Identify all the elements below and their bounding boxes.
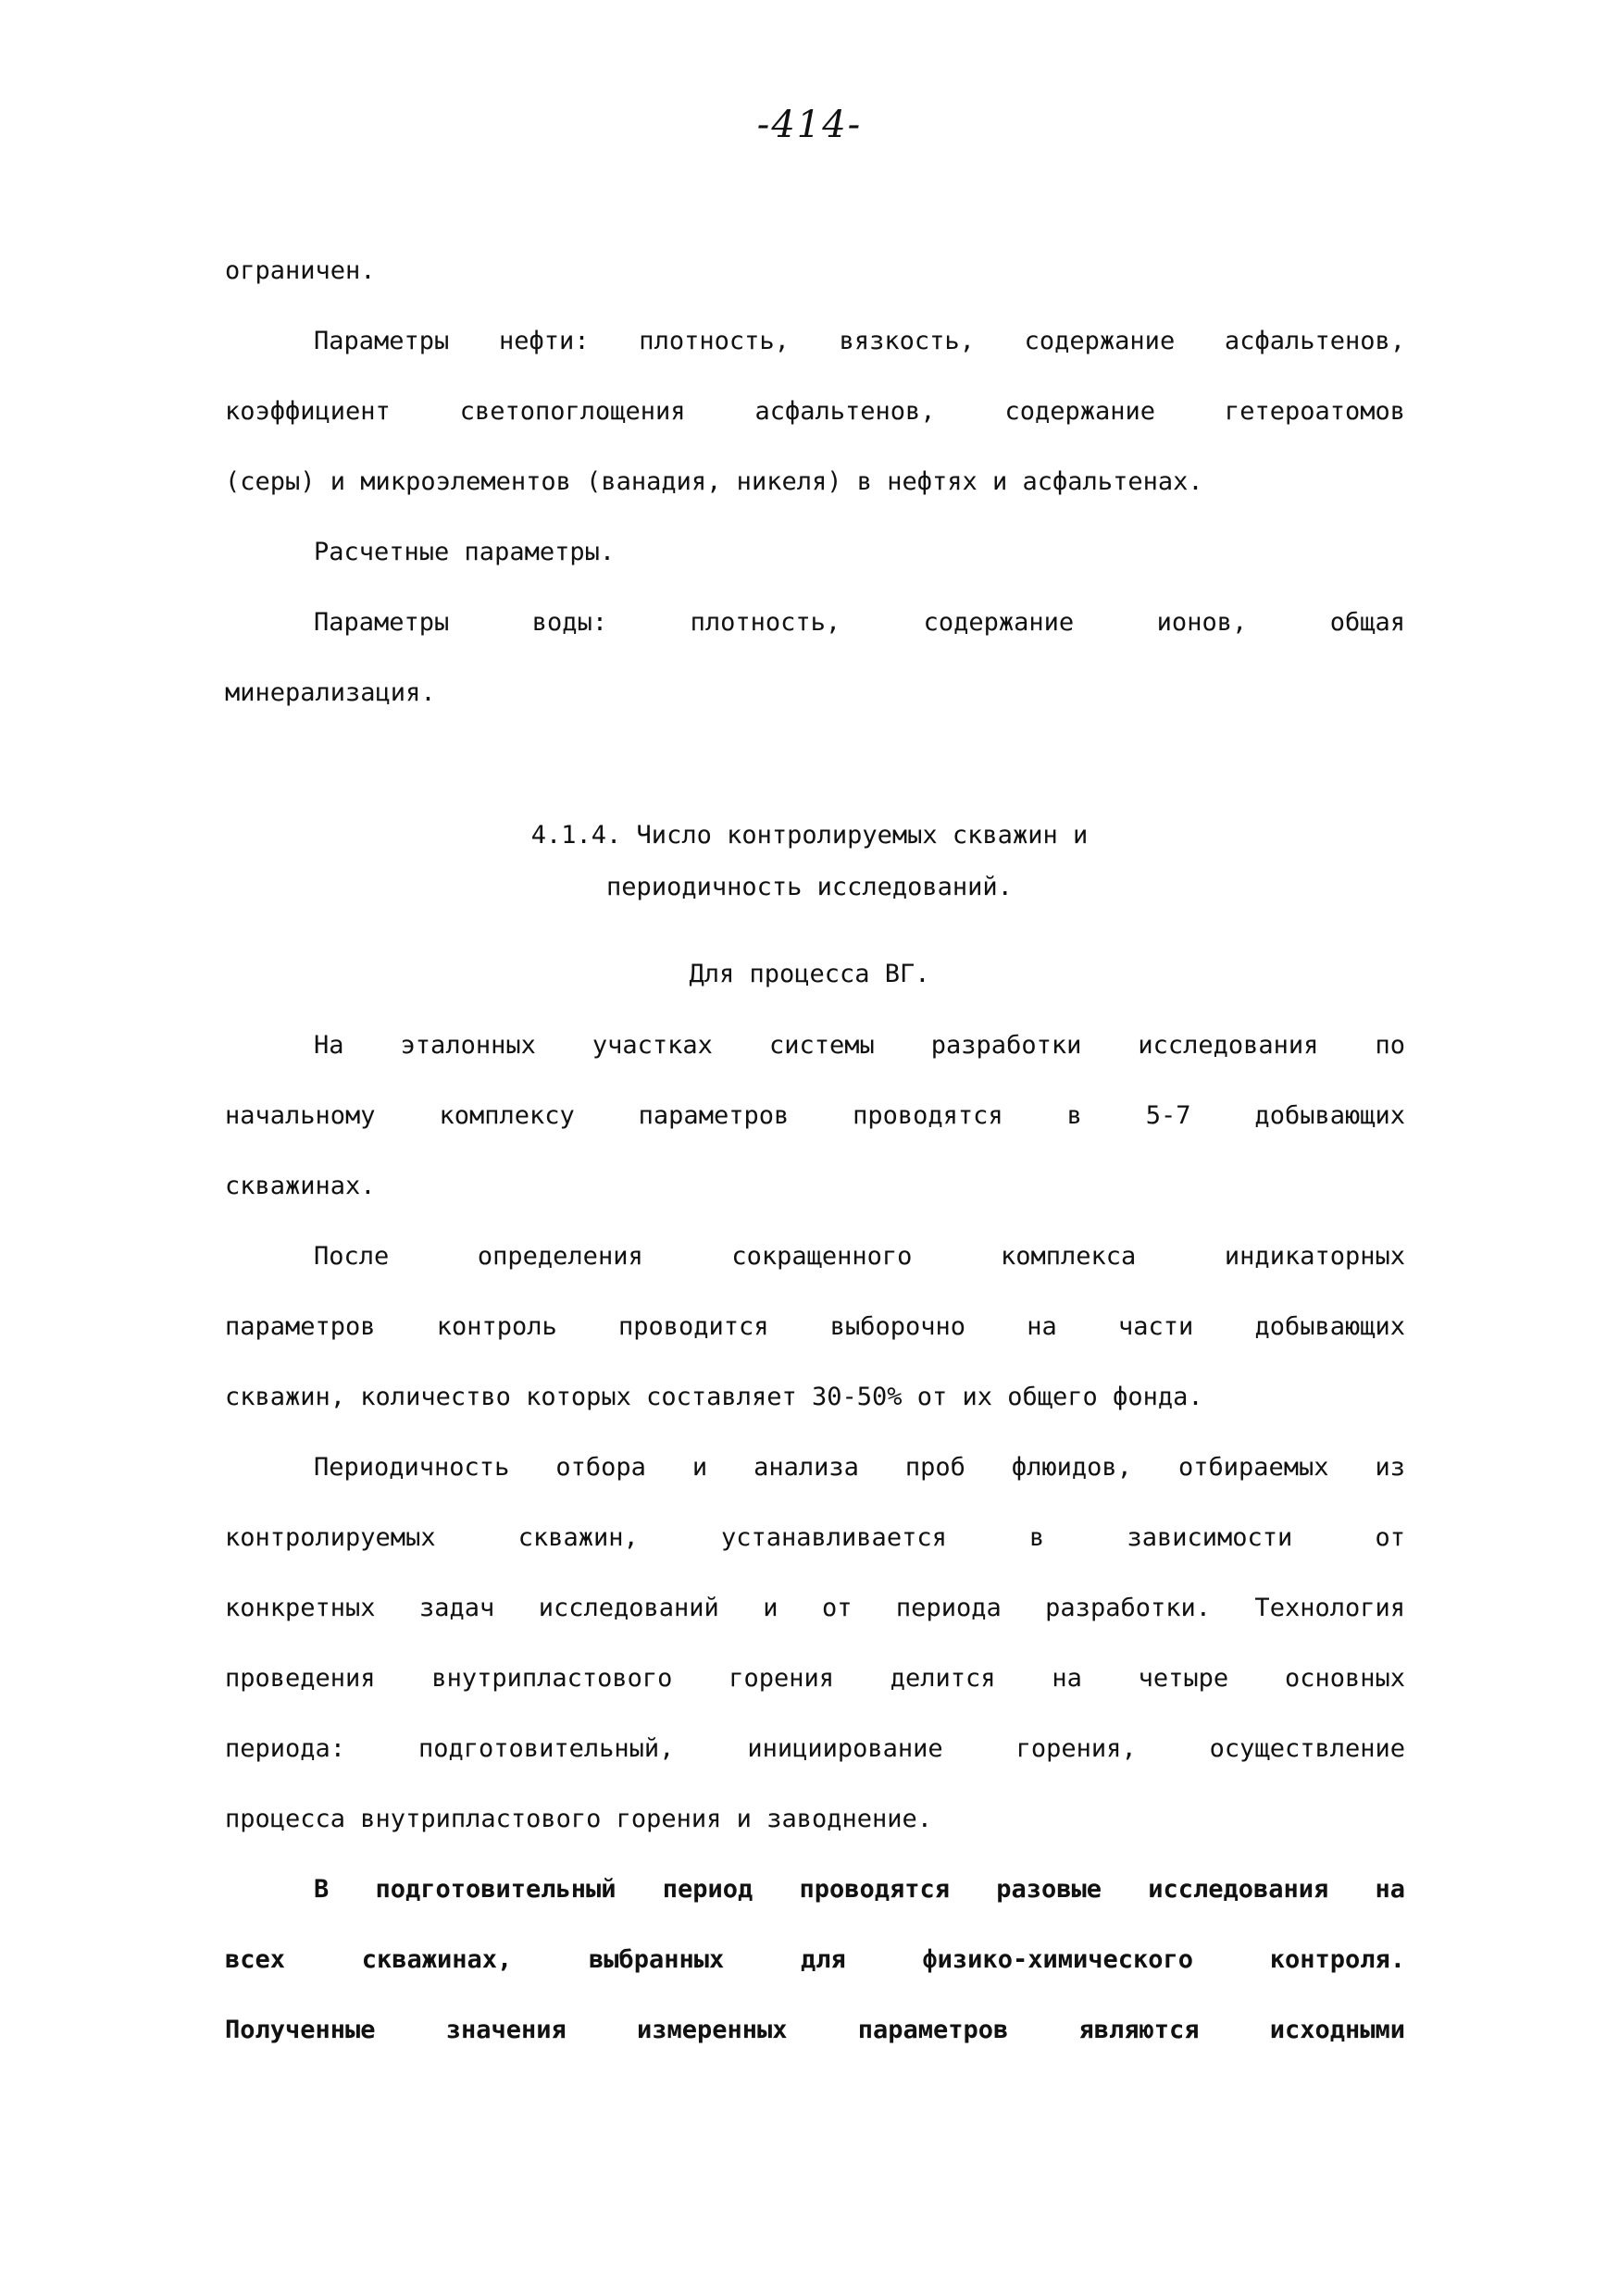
text-line: начальному комплексу параметров проводятся в 5-7 добывающих [225, 1101, 1405, 1130]
text-line: В подготовительный период проводятся разовые исследования на [314, 1875, 1405, 1904]
text-line: всех скважинах, выбранных для физико-химического контроля. [225, 1945, 1405, 1974]
text-line: параметров контроль проводится выборочно на части добывающих [225, 1312, 1405, 1341]
text-line: скважинах. [225, 1172, 376, 1200]
text-line: минерализация. [225, 678, 436, 707]
text-line: скважин, количество которых составляет 30-50% от их общего фонда. [225, 1383, 1203, 1411]
text-line: На эталонных участках системы разработки исследования по [314, 1031, 1405, 1060]
text-line: Периодичность отбора и анализа проб флюидов, отбираемых из [314, 1453, 1405, 1482]
text-line: Полученные значения измеренных параметров являются исходными [225, 2016, 1405, 2044]
text-line: Параметры воды: плотность, содержание ионов, общая [314, 608, 1405, 637]
text-line: ограничен. [225, 256, 376, 285]
text-line: контролируемых скважин, устанавливается в зависимости от [225, 1523, 1405, 1552]
subheading: Для процесса ВГ. [689, 960, 930, 988]
text-line: Параметры нефти: плотность, вязкость, содержание асфальтенов, [314, 327, 1405, 355]
text-line: проведения внутрипластового горения делится на четыре основных [225, 1664, 1405, 1693]
text-line: процесса внутрипластового горения и заводнение. [225, 1805, 933, 1833]
text-line: Расчетные параметры. [314, 538, 616, 566]
section-heading-line-1: 4.1.4. Число контролируемых скважин и [530, 821, 1089, 850]
page-number: -414- [756, 104, 863, 146]
text-block-main [225, 1011, 1405, 2066]
text-line: конкретных задач исследований и от периода разработки. Технология [225, 1594, 1405, 1622]
text-line: периода: подготовительный, инициирование горения, осуществление [225, 1734, 1405, 1763]
text-line: коэффициент светопоглощения асфальтенов, содержание гетероатомов [225, 397, 1405, 426]
text-block-top [225, 236, 1405, 728]
text-line: (серы) и микроэлементов (ванадия, никеля) в нефтях и асфальтенах. [225, 467, 1203, 496]
section-heading-line-2: периодичность исследований. [606, 873, 1013, 901]
text-line: После определения сокращенного комплекса индикаторных [314, 1242, 1405, 1271]
